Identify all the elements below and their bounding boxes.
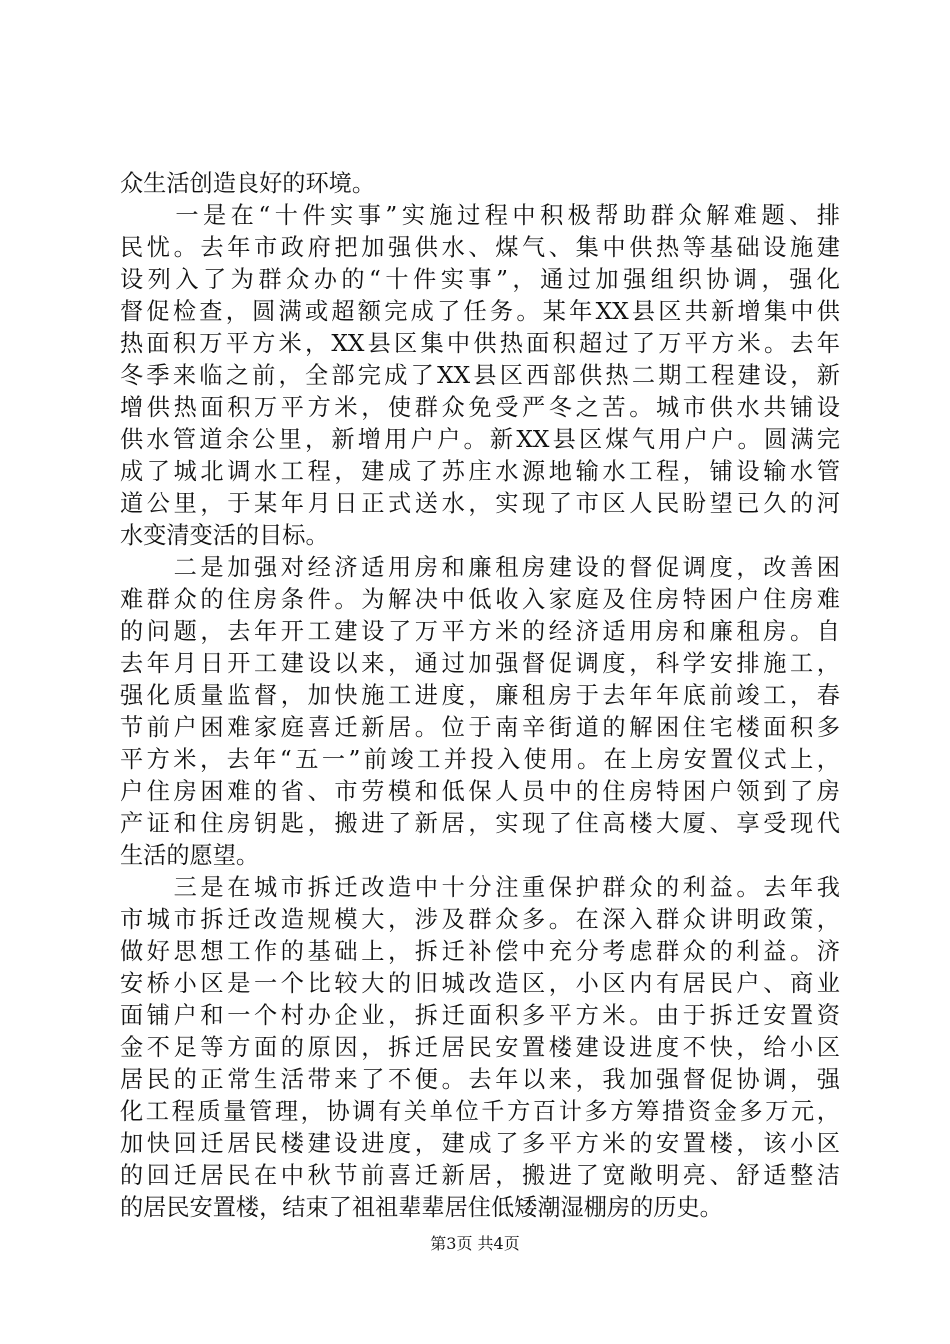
text-line: 安桥小区是一个比较大的旧城改造区，小区内有居民户、商业 (120, 970, 840, 997)
text-line: 去年月日开工建设以来，通过加强督促调度，科学安排施工， (120, 650, 840, 677)
text-line: 加快回迁居民楼建设进度，建成了多平方米的安置楼，该小区 (120, 1130, 840, 1157)
text-line: 难群众的住房条件。为解决中低收入家庭及住房特困户住房难 (120, 586, 840, 613)
text-line: 设列入了为群众办的“十件实事”，通过加强组织协调，强化 (120, 266, 840, 293)
text-line: 市城市拆迁改造规模大，涉及群众多。在深入群众讲明政策， (120, 906, 840, 933)
text-line: 节前户困难家庭喜迁新居。位于南辛街道的解困住宅楼面积多 (120, 714, 840, 741)
text-line: 的问题，去年开工建设了万平方米的经济适用房和廉租房。自 (120, 618, 840, 645)
text-line: 做好思想工作的基础上，拆迁补偿中充分考虑群众的利益。济 (120, 938, 840, 965)
text-line: 强化质量监督，加快施工进度，廉租房于去年年底前竣工，春 (120, 682, 840, 709)
text-line: 居民的正常生活带来了不便。去年以来，我加强督促协调，强 (120, 1066, 840, 1093)
text-line: 督促检查，圆满或超额完成了任务。某年XX县区共新增集中供 (120, 298, 840, 325)
page-footer: 第3页 共4页 (430, 1234, 520, 1253)
document-body (120, 168, 840, 1224)
text-line: 水变清变活的目标。 (120, 522, 329, 549)
text-line: 道公里，于某年月日正式送水，实现了市区人民盼望已久的河 (120, 490, 840, 517)
text-line: 产证和住房钥匙，搬进了新居，实现了住高楼大厦、享受现代 (120, 810, 840, 837)
text-line: 民忧。去年市政府把加强供水、煤气、集中供热等基础设施建 (120, 234, 840, 261)
text-line: 金不足等方面的原因，拆迁居民安置楼建设进度不快，给小区 (120, 1034, 840, 1061)
text-line: 三是在城市拆迁改造中十分注重保护群众的利益。去年我 (120, 874, 840, 901)
text-line: 面铺户和一个村办企业，拆迁面积多平方米。由于拆迁安置资 (120, 1002, 840, 1029)
text-line: 成了城北调水工程，建成了苏庄水源地输水工程，铺设输水管 (120, 458, 840, 485)
text-line: 一是在“十件实事”实施过程中积极帮助群众解难题、排 (120, 202, 840, 229)
text-line: 冬季来临之前，全部完成了XX县区西部供热二期工程建设，新 (120, 362, 840, 389)
text-line: 生活的愿望。 (120, 842, 260, 869)
text-line: 的回迁居民在中秋节前喜迁新居，搬进了宽敞明亮、舒适整洁 (120, 1162, 840, 1189)
text-line: 户住房困难的省、市劳模和低保人员中的住房特困户领到了房 (120, 778, 840, 805)
text-line: 增供热面积万平方米，使群众免受严冬之苦。城市供水共铺设 (120, 394, 840, 421)
text-line: 的居民安置楼，结束了祖祖辈辈居住低矮潮湿棚房的历史。 (120, 1194, 723, 1221)
text-line: 热面积万平方米，XX县区集中供热面积超过了万平方米。去年 (120, 330, 840, 357)
text-line: 供水管道余公里，新增用户户。新XX县区煤气用户户。圆满完 (120, 426, 840, 453)
text-line: 平方米，去年“五一”前竣工并投入使用。在上房安置仪式上， (120, 746, 840, 773)
text-line: 二是加强对经济适用房和廉租房建设的督促调度，改善困 (120, 554, 840, 581)
text-line: 众生活创造良好的环境。 (120, 170, 376, 197)
text-line: 化工程质量管理，协调有关单位千方百计多方筹措资金多万元， (120, 1098, 840, 1125)
